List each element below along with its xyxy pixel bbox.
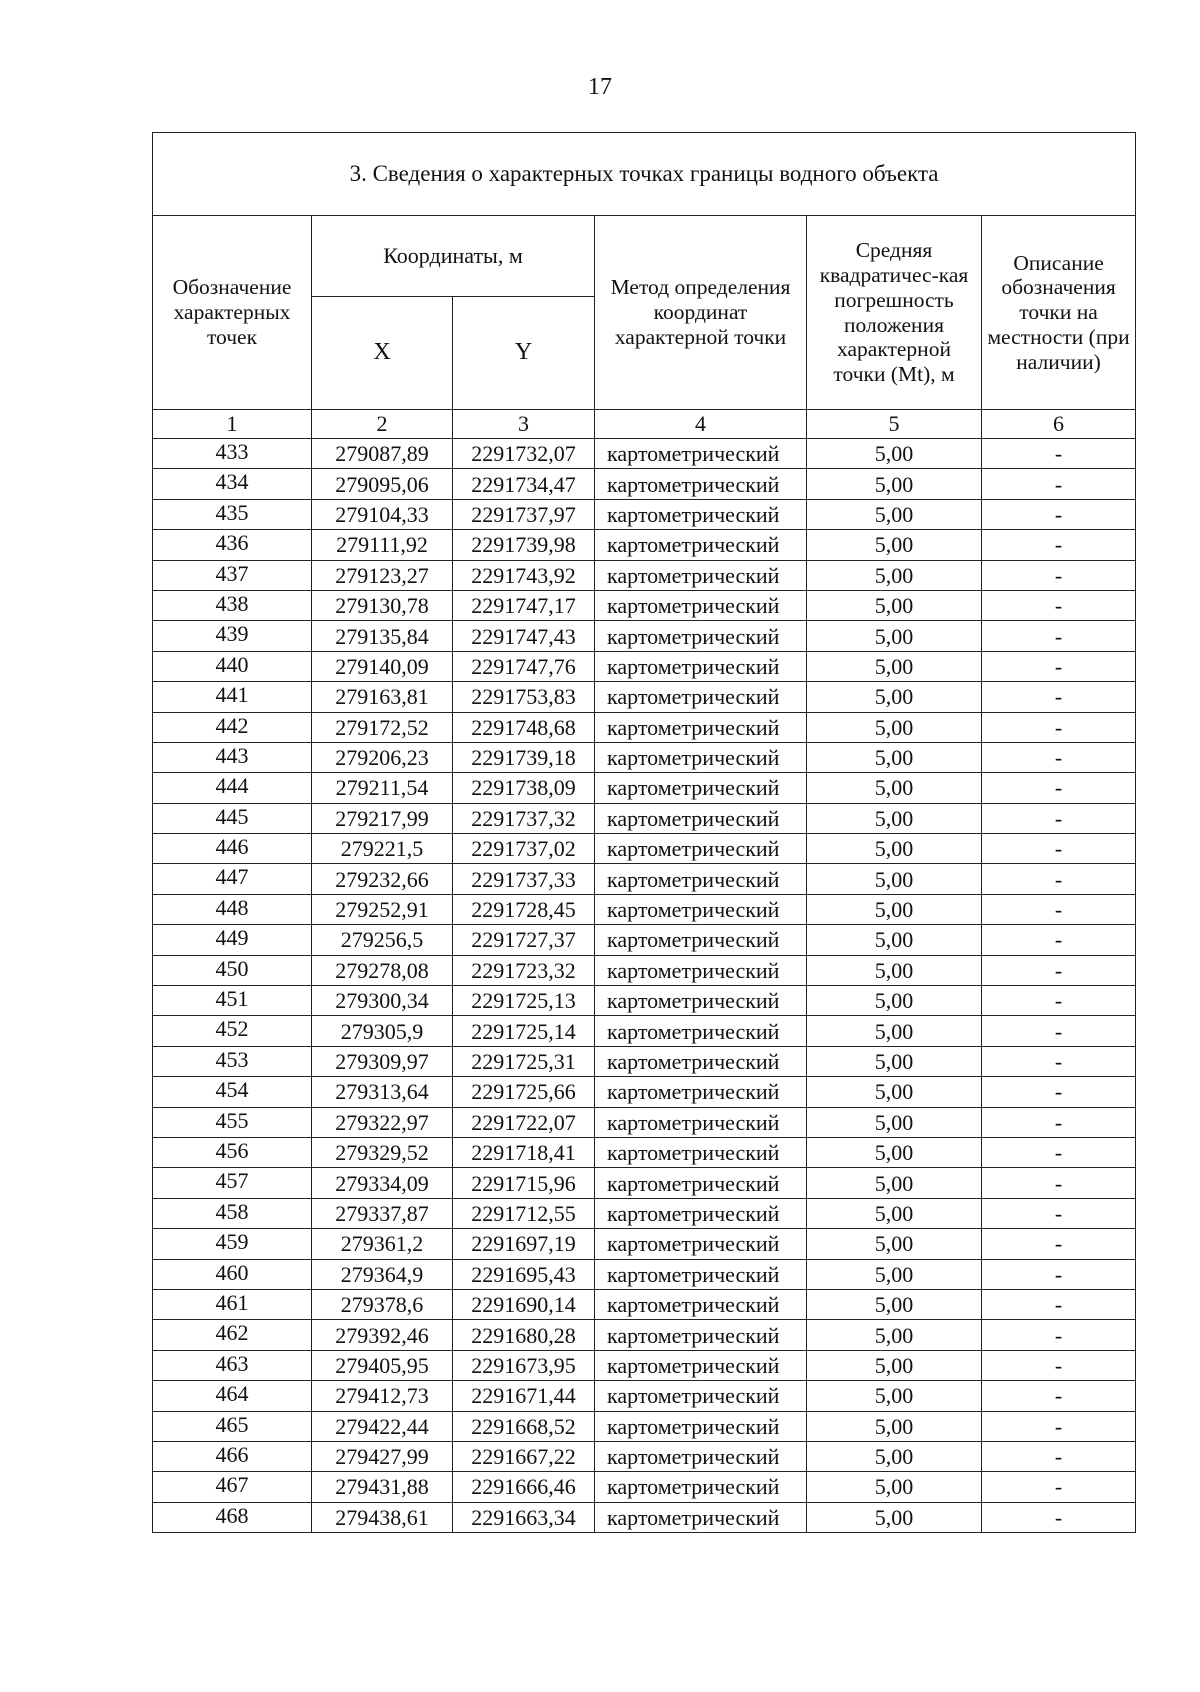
coord-x-cell: 279313,64 xyxy=(312,1077,453,1107)
coord-x-cell: 279431,88 xyxy=(312,1472,453,1502)
coord-x-cell: 279278,08 xyxy=(312,955,453,985)
description-cell: - xyxy=(982,560,1136,590)
table-row xyxy=(153,1502,1136,1532)
error-mt-cell: 5,00 xyxy=(807,590,982,620)
error-mt-cell: 5,00 xyxy=(807,925,982,955)
method-cell: картометрический xyxy=(595,621,807,651)
method-cell: картометрический xyxy=(595,864,807,894)
table-row xyxy=(153,1259,1136,1289)
point-id-cell: 455 xyxy=(153,1107,312,1137)
error-mt-cell: 5,00 xyxy=(807,1289,982,1319)
point-id-cell: 468 xyxy=(153,1502,312,1532)
table-row xyxy=(153,803,1136,833)
method-cell: картометрический xyxy=(595,1259,807,1289)
coord-x-cell: 279422,44 xyxy=(312,1411,453,1441)
table-row xyxy=(153,894,1136,924)
point-id-cell: 434 xyxy=(153,469,312,499)
column-number: 2 xyxy=(312,410,453,439)
error-mt-cell: 5,00 xyxy=(807,1168,982,1198)
description-cell: - xyxy=(982,1502,1136,1532)
method-cell: картометрический xyxy=(595,469,807,499)
table-row xyxy=(153,530,1136,560)
point-id-cell: 464 xyxy=(153,1381,312,1411)
description-cell: - xyxy=(982,1198,1136,1228)
section-title: 3. Сведения о характерных точках границы водного объекта xyxy=(153,133,1136,216)
description-cell: - xyxy=(982,1229,1136,1259)
description-cell: - xyxy=(982,1046,1136,1076)
description-cell: - xyxy=(982,712,1136,742)
coord-y-cell: 2291690,14 xyxy=(453,1289,595,1319)
coord-y-cell: 2291743,92 xyxy=(453,560,595,590)
error-mt-cell: 5,00 xyxy=(807,742,982,772)
coord-y-cell: 2291712,55 xyxy=(453,1198,595,1228)
table-row xyxy=(153,1472,1136,1502)
point-id-cell: 435 xyxy=(153,499,312,529)
column-number: 4 xyxy=(595,410,807,439)
point-id-cell: 436 xyxy=(153,530,312,560)
coord-y-cell: 2291723,32 xyxy=(453,955,595,985)
coord-y-cell: 2291725,31 xyxy=(453,1046,595,1076)
coord-x-cell: 279217,99 xyxy=(312,803,453,833)
boundary-points-table xyxy=(152,132,1136,1533)
error-mt-cell: 5,00 xyxy=(807,1046,982,1076)
description-cell: - xyxy=(982,773,1136,803)
table-row xyxy=(153,925,1136,955)
header-description: Описание обозначения точки на местности (при наличии) xyxy=(982,216,1136,410)
coord-x-cell: 279405,95 xyxy=(312,1350,453,1380)
column-number: 3 xyxy=(453,410,595,439)
table-row xyxy=(153,834,1136,864)
error-mt-cell: 5,00 xyxy=(807,1502,982,1532)
coord-x-cell: 279300,34 xyxy=(312,986,453,1016)
description-cell: - xyxy=(982,1441,1136,1471)
table-row xyxy=(153,1289,1136,1319)
coord-y-cell: 2291668,52 xyxy=(453,1411,595,1441)
description-cell: - xyxy=(982,864,1136,894)
coord-y-cell: 2291725,14 xyxy=(453,1016,595,1046)
coord-x-cell: 279305,9 xyxy=(312,1016,453,1046)
coord-x-cell: 279334,09 xyxy=(312,1168,453,1198)
error-mt-cell: 5,00 xyxy=(807,530,982,560)
description-cell: - xyxy=(982,986,1136,1016)
coord-x-cell: 279252,91 xyxy=(312,894,453,924)
table-body xyxy=(153,439,1136,1533)
table-row xyxy=(153,1137,1136,1167)
table-row xyxy=(153,1107,1136,1137)
table-row xyxy=(153,1016,1136,1046)
point-id-cell: 452 xyxy=(153,1016,312,1046)
table-row xyxy=(153,1077,1136,1107)
description-cell: - xyxy=(982,1168,1136,1198)
description-cell: - xyxy=(982,803,1136,833)
coord-x-cell: 279364,9 xyxy=(312,1259,453,1289)
table-row xyxy=(153,773,1136,803)
error-mt-cell: 5,00 xyxy=(807,1411,982,1441)
method-cell: картометрический xyxy=(595,1137,807,1167)
error-mt-cell: 5,00 xyxy=(807,1137,982,1167)
error-mt-cell: 5,00 xyxy=(807,803,982,833)
error-mt-cell: 5,00 xyxy=(807,955,982,985)
coord-y-cell: 2291739,18 xyxy=(453,742,595,772)
point-id-cell: 466 xyxy=(153,1441,312,1471)
coord-y-cell: 2291667,22 xyxy=(453,1441,595,1471)
coord-y-cell: 2291747,76 xyxy=(453,651,595,681)
description-cell: - xyxy=(982,1137,1136,1167)
table-head xyxy=(153,133,1136,439)
error-mt-cell: 5,00 xyxy=(807,1441,982,1471)
description-cell: - xyxy=(982,1472,1136,1502)
method-cell: картометрический xyxy=(595,894,807,924)
method-cell: картометрический xyxy=(595,1320,807,1350)
description-cell: - xyxy=(982,894,1136,924)
table-row xyxy=(153,1320,1136,1350)
coord-y-cell: 2291737,33 xyxy=(453,864,595,894)
point-id-cell: 458 xyxy=(153,1198,312,1228)
coord-y-cell: 2291673,95 xyxy=(453,1350,595,1380)
table-row xyxy=(153,1350,1136,1380)
error-mt-cell: 5,00 xyxy=(807,1077,982,1107)
description-cell: - xyxy=(982,439,1136,469)
coord-y-cell: 2291671,44 xyxy=(453,1381,595,1411)
description-cell: - xyxy=(982,651,1136,681)
point-id-cell: 445 xyxy=(153,803,312,833)
error-mt-cell: 5,00 xyxy=(807,834,982,864)
error-mt-cell: 5,00 xyxy=(807,499,982,529)
description-cell: - xyxy=(982,590,1136,620)
header-method: Метод определения координат характерной точки xyxy=(595,216,807,410)
coord-x-cell: 279256,5 xyxy=(312,925,453,955)
error-mt-cell: 5,00 xyxy=(807,1472,982,1502)
error-mt-cell: 5,00 xyxy=(807,712,982,742)
coord-x-cell: 279309,97 xyxy=(312,1046,453,1076)
point-id-cell: 438 xyxy=(153,590,312,620)
error-mt-cell: 5,00 xyxy=(807,1107,982,1137)
table-row xyxy=(153,1168,1136,1198)
method-cell: картометрический xyxy=(595,1077,807,1107)
point-id-cell: 433 xyxy=(153,439,312,469)
coord-y-cell: 2291739,98 xyxy=(453,530,595,560)
error-mt-cell: 5,00 xyxy=(807,651,982,681)
column-number: 6 xyxy=(982,410,1136,439)
coord-x-cell: 279163,81 xyxy=(312,682,453,712)
coord-x-cell: 279172,52 xyxy=(312,712,453,742)
coord-y-cell: 2291697,19 xyxy=(453,1229,595,1259)
description-cell: - xyxy=(982,682,1136,712)
coord-x-cell: 279123,27 xyxy=(312,560,453,590)
error-mt-cell: 5,00 xyxy=(807,1016,982,1046)
coord-y-cell: 2291695,43 xyxy=(453,1259,595,1289)
coord-x-cell: 279111,92 xyxy=(312,530,453,560)
method-cell: картометрический xyxy=(595,1289,807,1319)
method-cell: картометрический xyxy=(595,682,807,712)
coord-y-cell: 2291734,47 xyxy=(453,469,595,499)
error-mt-cell: 5,00 xyxy=(807,986,982,1016)
table-row xyxy=(153,1046,1136,1076)
point-id-cell: 439 xyxy=(153,621,312,651)
description-cell: - xyxy=(982,1077,1136,1107)
point-id-cell: 461 xyxy=(153,1289,312,1319)
table-row xyxy=(153,712,1136,742)
method-cell: картометрический xyxy=(595,1229,807,1259)
header-designation: Обозначение характерных точек xyxy=(153,216,312,410)
table-row xyxy=(153,651,1136,681)
error-mt-cell: 5,00 xyxy=(807,682,982,712)
method-cell: картометрический xyxy=(595,742,807,772)
coord-x-cell: 279412,73 xyxy=(312,1381,453,1411)
description-cell: - xyxy=(982,1411,1136,1441)
description-cell: - xyxy=(982,925,1136,955)
method-cell: картометрический xyxy=(595,651,807,681)
table-row xyxy=(153,1441,1136,1471)
coord-x-cell: 279427,99 xyxy=(312,1441,453,1471)
method-cell: картометрический xyxy=(595,1198,807,1228)
table-row xyxy=(153,439,1136,469)
description-cell: - xyxy=(982,1107,1136,1137)
description-cell: - xyxy=(982,1381,1136,1411)
error-mt-cell: 5,00 xyxy=(807,469,982,499)
method-cell: картометрический xyxy=(595,1350,807,1380)
method-cell: картометрический xyxy=(595,925,807,955)
header-x: X xyxy=(312,297,453,410)
point-id-cell: 447 xyxy=(153,864,312,894)
point-id-cell: 467 xyxy=(153,1472,312,1502)
description-cell: - xyxy=(982,1320,1136,1350)
coord-y-cell: 2291728,45 xyxy=(453,894,595,924)
description-cell: - xyxy=(982,834,1136,864)
point-id-cell: 463 xyxy=(153,1350,312,1380)
description-cell: - xyxy=(982,955,1136,985)
coord-x-cell: 279135,84 xyxy=(312,621,453,651)
point-id-cell: 443 xyxy=(153,742,312,772)
header-coordinates: Координаты, м xyxy=(312,216,595,297)
table-row xyxy=(153,986,1136,1016)
coord-y-cell: 2291727,37 xyxy=(453,925,595,955)
coord-y-cell: 2291737,32 xyxy=(453,803,595,833)
coord-x-cell: 279361,2 xyxy=(312,1229,453,1259)
coord-y-cell: 2291737,02 xyxy=(453,834,595,864)
error-mt-cell: 5,00 xyxy=(807,894,982,924)
column-numbers-row xyxy=(153,410,1136,439)
point-id-cell: 454 xyxy=(153,1077,312,1107)
column-number: 1 xyxy=(153,410,312,439)
coord-y-cell: 2291738,09 xyxy=(453,773,595,803)
table-row xyxy=(153,682,1136,712)
table-row xyxy=(153,864,1136,894)
header-y: Y xyxy=(453,297,595,410)
error-mt-cell: 5,00 xyxy=(807,1229,982,1259)
error-mt-cell: 5,00 xyxy=(807,773,982,803)
table-row xyxy=(153,499,1136,529)
description-cell: - xyxy=(982,1289,1136,1319)
coord-y-cell: 2291737,97 xyxy=(453,499,595,529)
coord-x-cell: 279206,23 xyxy=(312,742,453,772)
table-row xyxy=(153,590,1136,620)
point-id-cell: 456 xyxy=(153,1137,312,1167)
coord-x-cell: 279095,06 xyxy=(312,469,453,499)
description-cell: - xyxy=(982,499,1136,529)
coord-x-cell: 279211,54 xyxy=(312,773,453,803)
method-cell: картометрический xyxy=(595,1381,807,1411)
coord-y-cell: 2291747,43 xyxy=(453,621,595,651)
error-mt-cell: 5,00 xyxy=(807,1198,982,1228)
point-id-cell: 446 xyxy=(153,834,312,864)
point-id-cell: 449 xyxy=(153,925,312,955)
coord-x-cell: 279329,52 xyxy=(312,1137,453,1167)
point-id-cell: 437 xyxy=(153,560,312,590)
coord-y-cell: 2291722,07 xyxy=(453,1107,595,1137)
method-cell: картометрический xyxy=(595,1107,807,1137)
coord-x-cell: 279232,66 xyxy=(312,864,453,894)
error-mt-cell: 5,00 xyxy=(807,1320,982,1350)
table-row xyxy=(153,742,1136,772)
method-cell: картометрический xyxy=(595,530,807,560)
coord-x-cell: 279140,09 xyxy=(312,651,453,681)
coord-y-cell: 2291748,68 xyxy=(453,712,595,742)
point-id-cell: 460 xyxy=(153,1259,312,1289)
description-cell: - xyxy=(982,1016,1136,1046)
method-cell: картометрический xyxy=(595,1016,807,1046)
description-cell: - xyxy=(982,469,1136,499)
method-cell: картометрический xyxy=(595,560,807,590)
header-error: Средняя квадратичес-кая погрешность положения характерной точки (Mt), м xyxy=(807,216,982,410)
coord-y-cell: 2291663,34 xyxy=(453,1502,595,1532)
method-cell: картометрический xyxy=(595,499,807,529)
error-mt-cell: 5,00 xyxy=(807,864,982,894)
method-cell: картометрический xyxy=(595,712,807,742)
table-row xyxy=(153,560,1136,590)
coord-x-cell: 279337,87 xyxy=(312,1198,453,1228)
table-row xyxy=(153,1411,1136,1441)
coord-x-cell: 279438,61 xyxy=(312,1502,453,1532)
table-row xyxy=(153,1381,1136,1411)
error-mt-cell: 5,00 xyxy=(807,1259,982,1289)
method-cell: картометрический xyxy=(595,1472,807,1502)
method-cell: картометрический xyxy=(595,955,807,985)
method-cell: картометрический xyxy=(595,834,807,864)
coord-y-cell: 2291718,41 xyxy=(453,1137,595,1167)
coord-y-cell: 2291680,28 xyxy=(453,1320,595,1350)
coord-y-cell: 2291725,66 xyxy=(453,1077,595,1107)
method-cell: картометрический xyxy=(595,1502,807,1532)
coord-x-cell: 279104,33 xyxy=(312,499,453,529)
point-id-cell: 441 xyxy=(153,682,312,712)
page-number: 17 xyxy=(588,74,612,100)
coord-y-cell: 2291666,46 xyxy=(453,1472,595,1502)
coord-x-cell: 279378,6 xyxy=(312,1289,453,1319)
method-cell: картометрический xyxy=(595,439,807,469)
point-id-cell: 465 xyxy=(153,1411,312,1441)
error-mt-cell: 5,00 xyxy=(807,1350,982,1380)
coord-y-cell: 2291732,07 xyxy=(453,439,595,469)
point-id-cell: 440 xyxy=(153,651,312,681)
table-row xyxy=(153,469,1136,499)
method-cell: картометрический xyxy=(595,1441,807,1471)
description-cell: - xyxy=(982,1259,1136,1289)
point-id-cell: 459 xyxy=(153,1229,312,1259)
column-number: 5 xyxy=(807,410,982,439)
description-cell: - xyxy=(982,1350,1136,1380)
error-mt-cell: 5,00 xyxy=(807,560,982,590)
point-id-cell: 462 xyxy=(153,1320,312,1350)
coord-x-cell: 279392,46 xyxy=(312,1320,453,1350)
coord-y-cell: 2291753,83 xyxy=(453,682,595,712)
method-cell: картометрический xyxy=(595,773,807,803)
point-id-cell: 451 xyxy=(153,986,312,1016)
error-mt-cell: 5,00 xyxy=(807,439,982,469)
coord-y-cell: 2291715,96 xyxy=(453,1168,595,1198)
description-cell: - xyxy=(982,742,1136,772)
point-id-cell: 442 xyxy=(153,712,312,742)
method-cell: картометрический xyxy=(595,803,807,833)
point-id-cell: 444 xyxy=(153,773,312,803)
description-cell: - xyxy=(982,621,1136,651)
error-mt-cell: 5,00 xyxy=(807,621,982,651)
coord-x-cell: 279130,78 xyxy=(312,590,453,620)
error-mt-cell: 5,00 xyxy=(807,1381,982,1411)
point-id-cell: 453 xyxy=(153,1046,312,1076)
method-cell: картометрический xyxy=(595,1411,807,1441)
coord-y-cell: 2291747,17 xyxy=(453,590,595,620)
table-row xyxy=(153,1229,1136,1259)
coord-x-cell: 279087,89 xyxy=(312,439,453,469)
point-id-cell: 448 xyxy=(153,894,312,924)
description-cell: - xyxy=(982,530,1136,560)
point-id-cell: 457 xyxy=(153,1168,312,1198)
table-row xyxy=(153,1198,1136,1228)
coord-y-cell: 2291725,13 xyxy=(453,986,595,1016)
method-cell: картометрический xyxy=(595,1168,807,1198)
method-cell: картометрический xyxy=(595,1046,807,1076)
method-cell: картометрический xyxy=(595,590,807,620)
coord-x-cell: 279322,97 xyxy=(312,1107,453,1137)
table-row xyxy=(153,955,1136,985)
coord-x-cell: 279221,5 xyxy=(312,834,453,864)
table-row xyxy=(153,621,1136,651)
point-id-cell: 450 xyxy=(153,955,312,985)
method-cell: картометрический xyxy=(595,986,807,1016)
